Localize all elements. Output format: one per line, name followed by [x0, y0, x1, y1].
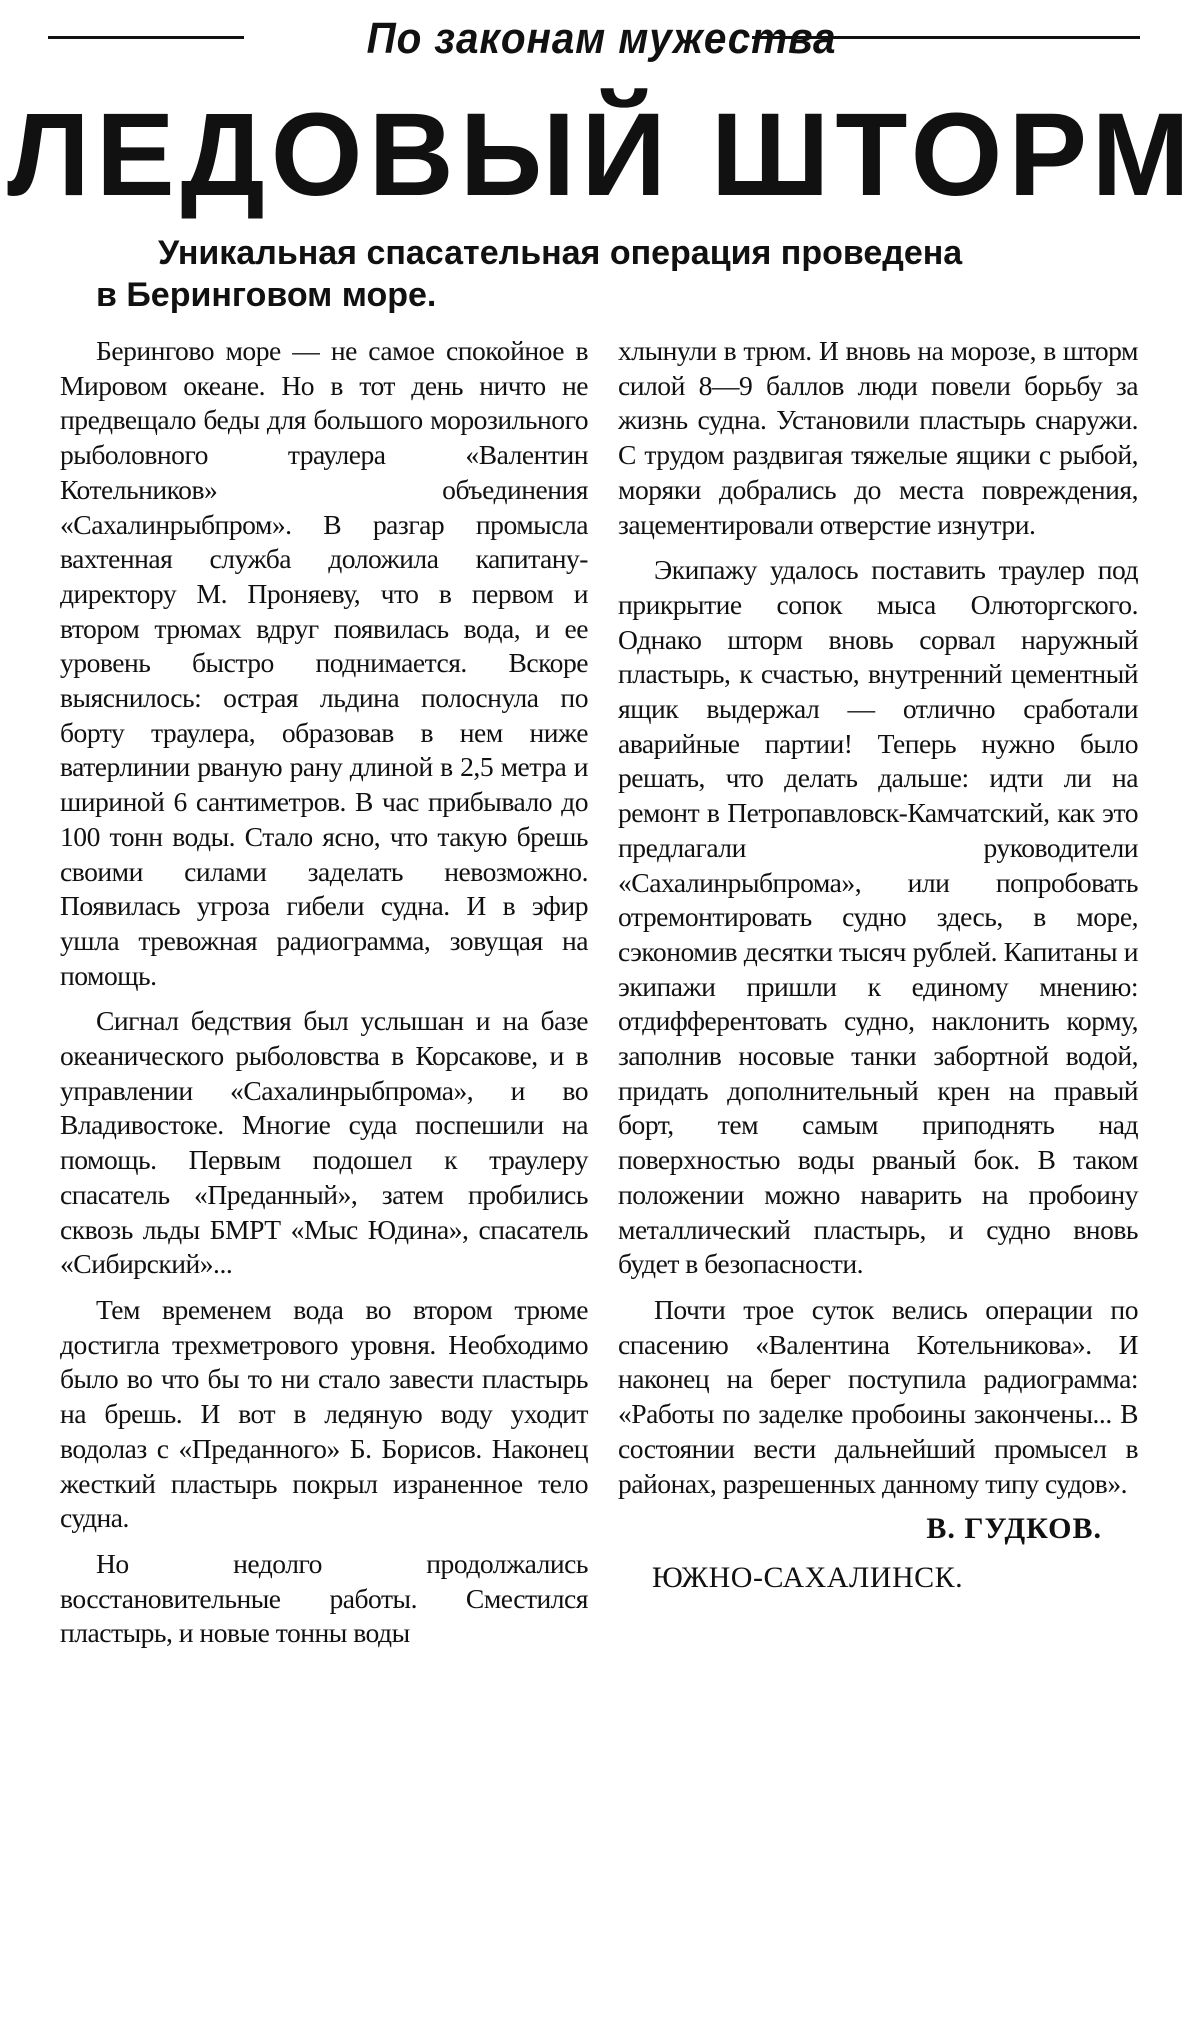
- paragraph: Сигнал бедствия был услышан и на базе океанического рыболовства в Корсакове, и в управлении «Сахалинрыбпрома», и во Владивостоке. Многие суда поспешили на помощь. Первым подошел к траулеру спасатель «Преданный», затем пробились сквозь льды БМРТ «Мыс Юдина», спасатель «Сибирский»...: [60, 1005, 588, 1280]
- paragraph: Тем временем вода во втором трюме достигла трехметрового уровня. Необходимо было во что бы то ни стало завести пластырь на брешь. И вот в ледяную воду уходит водолаз с «Преданного» Б. Борисов. Наконец жесткий пластырь покрыл израненное тело судна.: [60, 1293, 588, 1534]
- subhead-line-2: в Беринговом море.: [96, 276, 437, 314]
- paragraph: Берингово море — не самое спокойное в Мировом океане. Но в тот день ничто не предвещало беды для большого морозильного рыболовного траулера «Валентин Котельников» объединения «Сахалинрыбпром». В разгар промысла вахтенная служба доложила капитану-директору М. Проняеву, что в первом и втором трюмах вдруг появилась вода, и ее уровень быстро поднимается. Вскоре выяснилось: острая льдина полоснула по борту траулера, образовав в нем ниже ватерлинии рваную рану длиной в 2,5 метра и шириной 6 сантиметров. В час прибывало до 100 тонн воды. Стало ясно, что такую брешь своими силами заделать невозможно. Появилась угроза гибели судна. И в эфир ушла тревожная радиограмма, зовущая на помощь.: [60, 335, 588, 991]
- author-signature: В. ГУДКОВ.: [926, 1512, 1102, 1546]
- paragraph-continued: хлынули в трюм. И вновь на морозе, в шторм силой 8—9 баллов люди повели борьбу за жизнь судна. Установили пластырь снаружи. С трудом раздвигая тяжелые ящики с рыбой, моряки добрались до места повреждения, зацементировали отверстие изнутри.: [618, 335, 1138, 540]
- rubric: По законам мужества: [366, 14, 837, 63]
- subhead-line-1: Уникальная спасательная операция проведена: [158, 234, 963, 272]
- headline: ЛЕДОВЫЙ ШТОРМ: [7, 89, 1196, 221]
- paragraph: Почти трое суток велись операции по спасению «Валентина Котельникова». И наконец на берег поступила радиограмма: «Работы по заделке пробоины закончены... В состоянии вести дальнейший промысел в районах, разрешенных данному типу судов».: [618, 1293, 1138, 1499]
- dateline-city: ЮЖНО-САХАЛИНСК.: [652, 1560, 964, 1594]
- left-column: [60, 334, 588, 1662]
- paragraph: Экипажу удалось поставить траулер под прикрытие сопок мыса Олюторгского. Однако шторм вновь сорвал наружный пластырь, к счастью, внутренний цементный ящик выдержал — отлично сработали аварийные партии! Теперь нужно было решать, что делать дальше: идти ли на ремонт в Петропавловск-Камчатский, как это предлагали руководители «Сахалинрыбпрома», или попробовать отремонтировать судно здесь, в море, сэкономив десятки тысяч рублей. Капитаны и экипажи пришли к единому мнению: отдифферентовать судно, наклонить корму, заполнив носовые танки забортной водой, придать дополнительный крен на правый борт, тем самым приподнять над поверхностью воды рваный бок. В таком положении можно наварить на пробоину металлический пластырь, и судно вновь будет в безопасности.: [618, 554, 1138, 1280]
- paragraph: Но недолго продолжались восстановительные работы. Сместился пластырь, и новые тонны воды: [60, 1547, 588, 1649]
- subhead: [96, 232, 1116, 316]
- right-column: [618, 334, 1138, 1596]
